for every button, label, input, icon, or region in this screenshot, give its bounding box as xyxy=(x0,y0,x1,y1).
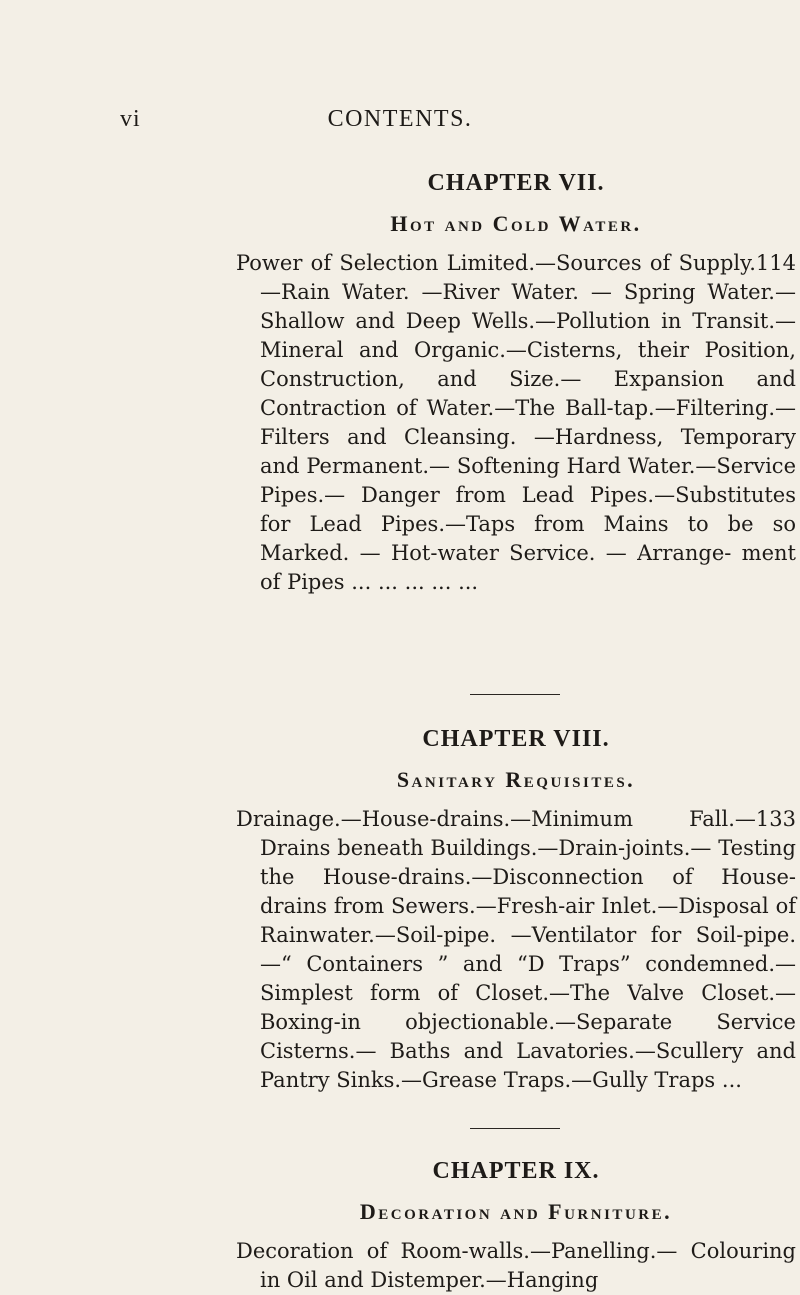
chapter-heading: CHAPTER VIII. xyxy=(422,726,610,752)
synopsis-text: Power of Selection Limited.—Sources of Supply. —Rain Water. —River Water. — Spring Water.—Shallow and Deep Wells.—Pollution in Transit.—Mineral and Organic.—Cisterns, their Position, Construction, and Size.— Expansion and Contraction of Water.—The Ball-tap.—Filtering.—Filters and Cleansing. —Hardness, Temporary and Permanent.— Softening Hard Water.—Service Pipes.— Danger from Lead Pipes.—Substitutes for Lead Pipes.—Taps from Mains to be so Marked. — Hot-water Service. — Arrange- ment of Pipes ... ... ... ... ... xyxy=(236,251,796,594)
chapter-synopsis xyxy=(236,249,796,597)
section-divider xyxy=(470,694,560,695)
chapter-vii xyxy=(236,170,796,597)
page-reference: 114 xyxy=(755,251,796,275)
chapter-ix xyxy=(236,1158,796,1295)
chapter-title: Decoration and Furniture. xyxy=(359,1199,673,1224)
chapter-heading: CHAPTER VII. xyxy=(427,170,605,196)
running-head-title: CONTENTS. xyxy=(327,106,473,132)
chapter-synopsis xyxy=(236,805,796,1095)
running-head xyxy=(120,106,680,136)
chapter-heading: CHAPTER IX. xyxy=(432,1158,600,1184)
chapter-title: Sanitary Requisites. xyxy=(396,767,636,792)
page-reference: 133 xyxy=(755,807,796,831)
section-divider xyxy=(470,1128,560,1129)
synopsis-text: Decoration of Room-walls.—Panelling.— Colouring in Oil and Distemper.—Hanging xyxy=(236,1239,796,1292)
page-folio: vi xyxy=(120,106,141,132)
synopsis-text: Drainage.—House-drains.—Minimum Fall.— Drains beneath Buildings.—Drain-joints.— Testing the House-drains.—Disconnection of House-drains from Sewers.—Fresh-air Inlet.—Disposal of Rainwater.—Soil-pipe. —Ventilator for Soil-pipe.—“ Containers ” and “D Traps” condemned.—Simplest form of Closet.—The Valve Closet.—Boxing-in objectionable.—Separate Service Cisterns.— Baths and Lavatories.—Scullery and Pantry Sinks.—Grease Traps.—Gully Traps ... xyxy=(236,807,796,1092)
chapter-title: Hot and Cold Water. xyxy=(390,211,642,236)
chapter-viii xyxy=(236,726,796,1095)
chapter-synopsis xyxy=(236,1237,796,1295)
